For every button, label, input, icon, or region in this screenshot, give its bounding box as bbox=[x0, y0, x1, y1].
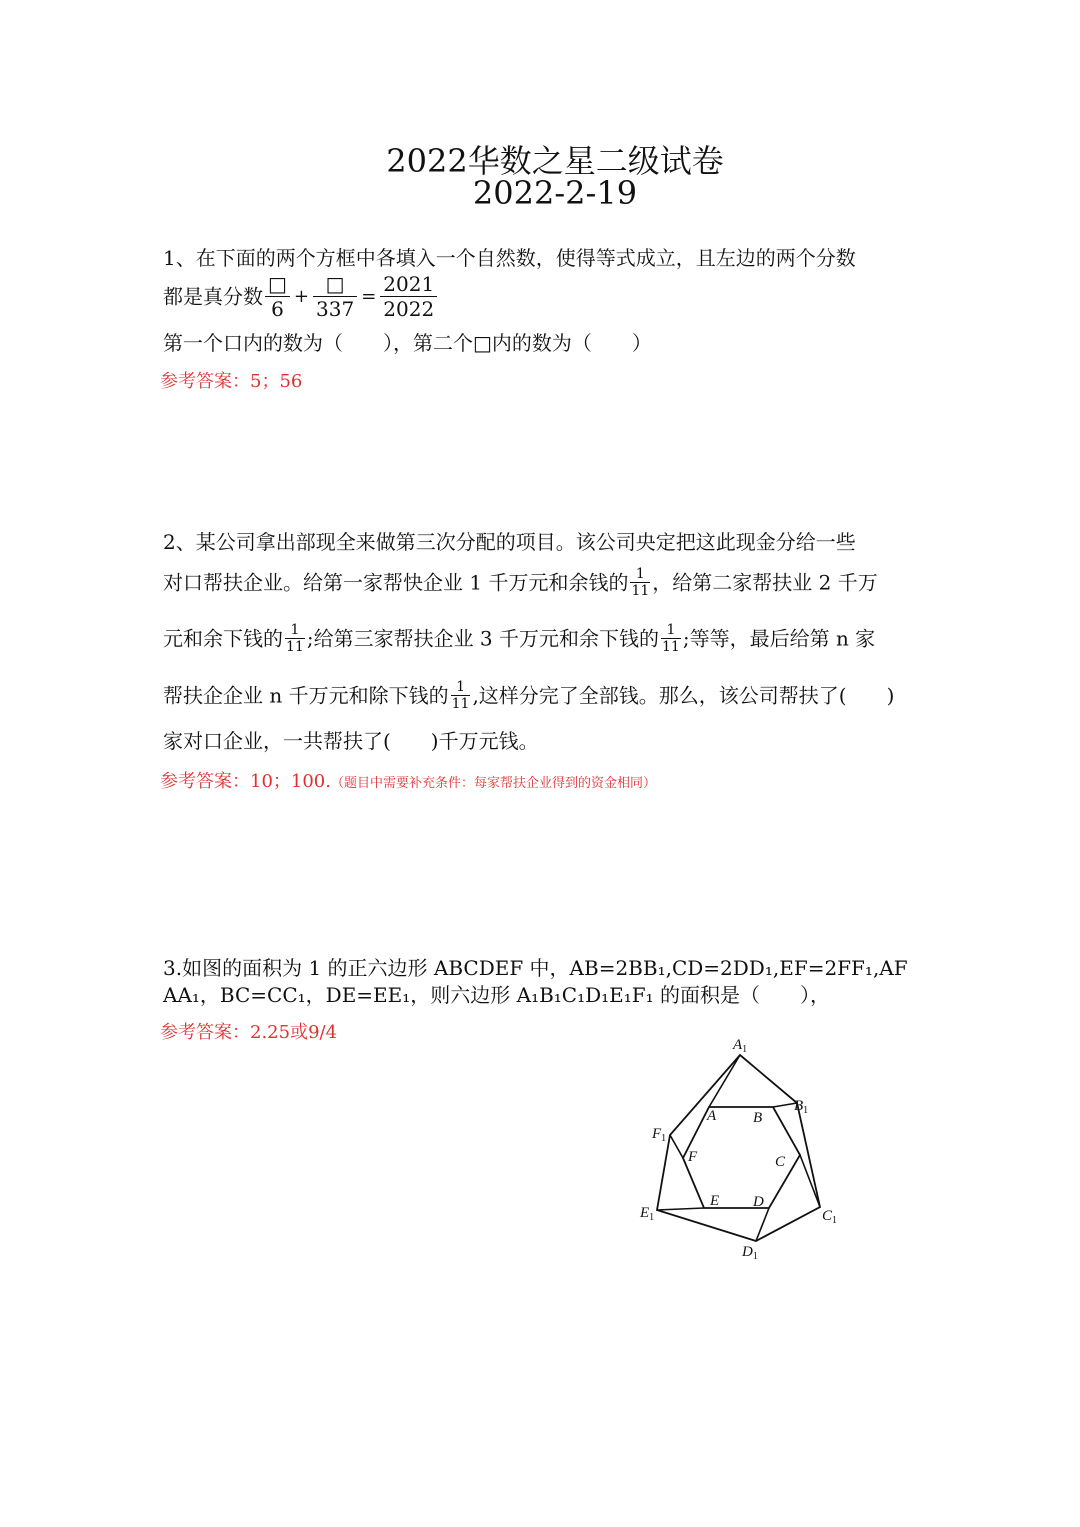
q2-frac-num: 1 bbox=[285, 622, 305, 639]
q2-line3-b: ;给第三家帮扶企业 3 千万元和余下钱的 bbox=[306, 626, 660, 651]
q2-line2-a: 对口帮扶企业。给第一家帮快企业 1 千万元和余钱的 bbox=[163, 570, 629, 595]
segment-f-f1 bbox=[670, 1135, 683, 1158]
label-f1: $F_1$ bbox=[652, 1126, 667, 1144]
label-f: F bbox=[688, 1149, 698, 1165]
q2-answer bbox=[160, 771, 656, 795]
label-a: A bbox=[707, 1108, 717, 1124]
q1-line1: 1、在下面的两个方框中各填入一个自然数，使得等式成立，且左边的两个分数 bbox=[163, 246, 856, 270]
q3-line1: 3.如图的面积为 1 的正六边形 ABCDEF 中，AB=2BB₁,CD=2DD₁,EF=2FF₁,AF bbox=[163, 956, 908, 980]
segment-e-e1 bbox=[657, 1208, 704, 1210]
q2-line4-b: ,这样分完了全部钱。那么，该公司帮扶了( ) bbox=[472, 683, 895, 708]
q2-answer-note: （题目中需要补充条件：每家帮扶企业得到的资金相同） bbox=[330, 776, 656, 791]
q2-line3-c: ;等等，最后给第 n 家 bbox=[682, 626, 876, 651]
q2-fraction-a bbox=[630, 566, 650, 599]
q2-line4 bbox=[163, 679, 894, 712]
q1-rhs-den: 2022 bbox=[383, 297, 435, 321]
q1-fraction-1-box: □ bbox=[265, 272, 290, 297]
q1-equation bbox=[163, 272, 439, 321]
label-b: B bbox=[753, 1110, 763, 1126]
segment-a-a1 bbox=[709, 1055, 740, 1107]
q1-rhs-num: 2021 bbox=[380, 272, 437, 297]
label-d: D bbox=[753, 1194, 764, 1210]
hexagon-figure bbox=[630, 1028, 880, 1268]
label-a1: $A_1$ bbox=[733, 1037, 748, 1055]
label-c1: $C_1$ bbox=[822, 1208, 838, 1226]
q2-frac-den: 11 bbox=[286, 639, 304, 655]
q2-line3-a: 元和余下钱的 bbox=[163, 626, 283, 651]
q2-frac-den: 11 bbox=[631, 583, 650, 599]
q2-line2 bbox=[163, 566, 878, 599]
q2-fraction-d bbox=[451, 679, 471, 712]
q2-frac-den: 11 bbox=[451, 696, 470, 712]
q1-equals: = bbox=[361, 285, 377, 307]
q2-frac-den: 11 bbox=[662, 639, 680, 655]
q1-fraction-1-den: 6 bbox=[271, 297, 284, 321]
q1-rhs-fraction bbox=[380, 272, 437, 321]
q2-frac-num: 1 bbox=[451, 679, 471, 696]
label-d1: $D_1$ bbox=[742, 1244, 758, 1262]
q1-fraction-2-den: 337 bbox=[316, 297, 355, 321]
q2-frac-num: 1 bbox=[661, 622, 681, 639]
exam-title: 2022华数之星二级试卷 bbox=[386, 142, 724, 180]
label-e: E bbox=[710, 1193, 720, 1209]
q1-fraction-1 bbox=[265, 272, 290, 321]
q1-line2-prefix: 都是真分数 bbox=[163, 284, 263, 309]
label-b1: $B_1$ bbox=[794, 1098, 809, 1116]
q2-line5: 家对口企业，一共帮扶了( )千万元钱。 bbox=[163, 729, 539, 753]
q3-answer: 参考答案：2.25或9/4 bbox=[160, 1022, 338, 1043]
q2-line3 bbox=[163, 622, 875, 655]
q2-line4-a: 帮扶企企业 n 千万元和除下钱的 bbox=[163, 683, 449, 708]
exam-date: 2022-2-19 bbox=[472, 174, 638, 212]
q2-line1: 2、某公司拿出部现全来做第三次分配的项目。该公司央定把这此现金分给一些 bbox=[163, 530, 856, 554]
q2-frac-num: 1 bbox=[630, 566, 650, 583]
q1-line3: 第一个口内的数为（ ），第二个□内的数为（ ） bbox=[163, 331, 652, 355]
q2-answer-text: 参考答案：10；100. bbox=[160, 771, 331, 792]
q2-fraction-c bbox=[661, 622, 681, 655]
q2-line2-b: ，给第二家帮扶业 2 千万 bbox=[652, 570, 878, 595]
label-e1: $E_1$ bbox=[640, 1205, 655, 1223]
label-c: C bbox=[775, 1154, 786, 1170]
q1-plus: + bbox=[293, 285, 309, 307]
q2-fraction-b bbox=[285, 622, 305, 655]
q1-answer: 参考答案：5；56 bbox=[160, 371, 303, 392]
q3-line2: AA₁，BC=CC₁，DE=EE₁，则六边形 A₁B₁C₁D₁E₁F₁ 的面积是（ ）， bbox=[163, 983, 831, 1007]
q1-fraction-2-box: □ bbox=[313, 272, 357, 297]
q1-fraction-2 bbox=[313, 272, 357, 321]
